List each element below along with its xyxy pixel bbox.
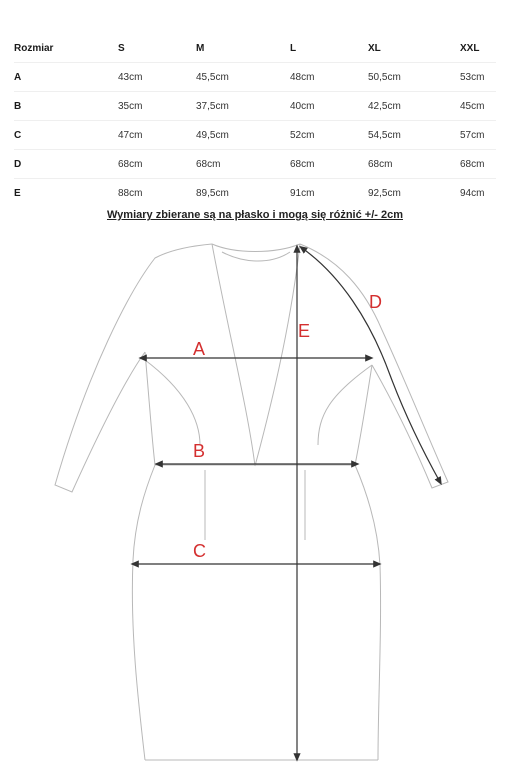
measurement-note: Wymiary zbierane są na płasko i mogą się różnić +/- 2cm: [106, 209, 403, 221]
row-label: B: [14, 100, 22, 112]
table-cell: 50,5cm: [368, 71, 401, 83]
measurement-label-b: B: [193, 441, 206, 461]
row-label: E: [14, 187, 21, 199]
header-cell: XXL: [460, 42, 480, 54]
size-table: [14, 34, 496, 207]
table-cell: 57cm: [460, 129, 485, 141]
table-cell: 68cm: [196, 158, 221, 170]
dress-outline: [55, 244, 448, 760]
table-cell: 94cm: [460, 187, 485, 199]
header-cell: XL: [368, 42, 381, 54]
table-cell: 89,5cm: [196, 187, 229, 199]
table-cell: 68cm: [290, 158, 315, 170]
table-cell: 68cm: [118, 158, 143, 170]
table-cell: 54,5cm: [368, 129, 401, 141]
table-cell: 42,5cm: [368, 100, 401, 112]
table-cell: 88cm: [118, 187, 143, 199]
measurement-label-c: C: [193, 541, 206, 561]
dart-right-outline: [318, 365, 372, 445]
right-sleeve-outline: [300, 244, 448, 488]
measurement-d-line: [302, 248, 440, 482]
table-row: [14, 92, 496, 121]
neckline-inner-outline: [222, 252, 290, 261]
header-cell: S: [118, 42, 125, 54]
bodice-right-outline: [355, 365, 372, 465]
header-cell: L: [290, 42, 297, 54]
measurement-label-e: E: [298, 321, 311, 341]
header-cell: M: [196, 42, 205, 54]
table-row: [14, 179, 496, 208]
table-cell: 48cm: [290, 71, 315, 83]
table-cell: 68cm: [368, 158, 393, 170]
table-cell: 45,5cm: [196, 71, 229, 83]
table-row: [14, 63, 496, 92]
table-row: [14, 121, 496, 150]
table-cell: 37,5cm: [196, 100, 229, 112]
table-cell: 52cm: [290, 129, 315, 141]
skirt-left-outline: [132, 465, 155, 760]
table-cell: 68cm: [460, 158, 485, 170]
neckline-outline: [212, 244, 300, 252]
bodice-left-outline: [145, 352, 155, 465]
measurement-label-d: D: [369, 292, 382, 312]
table-cell: 43cm: [118, 71, 143, 83]
table-cell: 47cm: [118, 129, 143, 141]
table-cell: 35cm: [118, 100, 143, 112]
wrap-left-outline: [212, 244, 255, 466]
row-label: D: [14, 158, 22, 170]
wrap-right-outline: [255, 244, 300, 466]
row-label: A: [14, 71, 22, 83]
left-sleeve-outline: [55, 244, 212, 492]
measurement-label-a: A: [193, 339, 206, 359]
table-cell: 92,5cm: [368, 187, 401, 199]
table-cell: 53cm: [460, 71, 485, 83]
table-cell: 91cm: [290, 187, 315, 199]
dart-left-outline: [145, 360, 200, 445]
skirt-right-outline: [355, 465, 381, 760]
table-cell: 40cm: [290, 100, 315, 112]
table-header-row: [14, 34, 496, 63]
row-label: C: [14, 129, 22, 141]
header-cell: Rozmiar: [14, 42, 54, 54]
table-cell: 45cm: [460, 100, 485, 112]
table-cell: 49,5cm: [196, 129, 229, 141]
table-row: [14, 150, 496, 179]
dress-diagram: [0, 230, 510, 765]
